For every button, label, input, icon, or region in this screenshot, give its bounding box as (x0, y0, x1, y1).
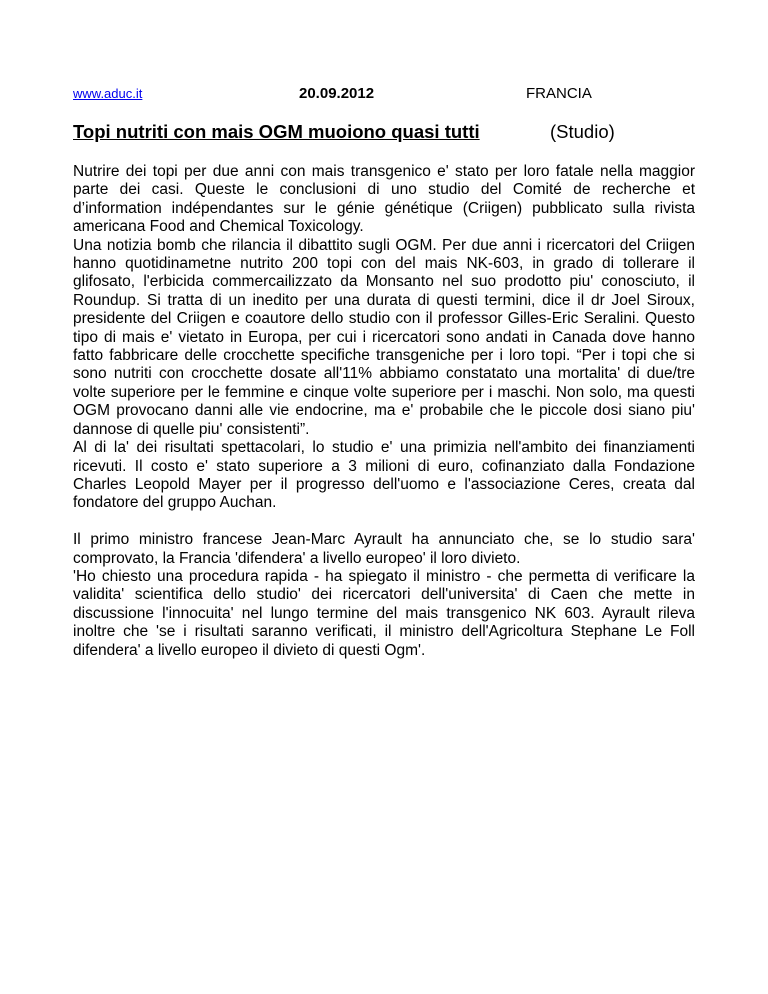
header-row (73, 85, 693, 107)
article-subtitle: (Studio) (550, 121, 615, 142)
article-date: 20.09.2012 (299, 85, 375, 102)
paragraph: Nutrire dei topi per due anni con mais transgenico e' stato per loro fatale nella maggior parte dei casi. Queste le conclusioni di uno studio del Comité de recherche et d’information indépendantes sur le génie génétique (Criigen) pubblicato sulla rivista americana Food and Chemical Toxicology. (73, 163, 695, 236)
paragraph: Al di la' dei risultati spettacolari, lo studio e' una primizia nell'ambito dei finanziamenti ricevuti. Il costo e' stato superiore a 3 milioni di euro, cofinanziato dalla Fondazione Charles Leopold Mayer per il progresso dell'uomo e l'associazione Ceres, creata dal fondatore del gruppo Auchan. (73, 439, 695, 512)
country-label: FRANCIA (526, 85, 592, 102)
article-body (73, 163, 695, 660)
paragraph: Una notizia bomb che rilancia il dibattito sugli OGM. Per due anni i ricercatori del Criigen hanno quotidinametne nutrito 200 topi con del mais NK-603, in grado di tollerare il glifosato, l'erbicida commercailizzato da Monsanto nel suo prodotto piu' conosciuto, il Roundup. Si tratta di un inedito per una durata di questi termini, dice il dr Joel Siroux, presidente del Criigen e coautore dello studio con il professor Gilles-Eric Seralini. Questo tipo di mais e' vietato in Europa, per cui i ricercatori sono andati in Canada dove hanno fatto fabbricare delle crocchette specifiche transgeniche per i loro topi. “Per i topi che si sono nutriti con crocchette dosate all'11% abbiamo constatato una mortalita' di due/tre volte superiore per le femmine e cinque volte superiore per i maschi. Non solo, ma questi OGM provocano danni alle vie endocrine, ma e' probabile che le piccole dosi siano piu' dannose di quelle piu' consistenti”. (73, 236, 695, 438)
paragraph: Il primo ministro francese Jean-Marc Ayrault ha annunciato che, se lo studio sara' comprovato, la Francia 'difendera' a livello europeo' il loro divieto. (73, 531, 695, 567)
source-link[interactable]: www.aduc.it (73, 86, 143, 101)
title-row (73, 121, 693, 145)
paragraph: 'Ho chiesto una procedura rapida - ha spiegato il ministro - che permetta di verificare la validita' scientifica dello studio' dei ricercatori dell'universita' di Caen che mette in discussione l'innocuita' nel lungo termine del mais transgenico NK 603. Ayrault rileva inoltre che 'se i risultati saranno verificati, il ministro dell'Agricoltura Stephane Le Foll difendera' a livello europeo il divieto di questi Ogm'. (73, 567, 695, 659)
article-title: Topi nutriti con mais OGM muoiono quasi tutti (73, 121, 480, 142)
